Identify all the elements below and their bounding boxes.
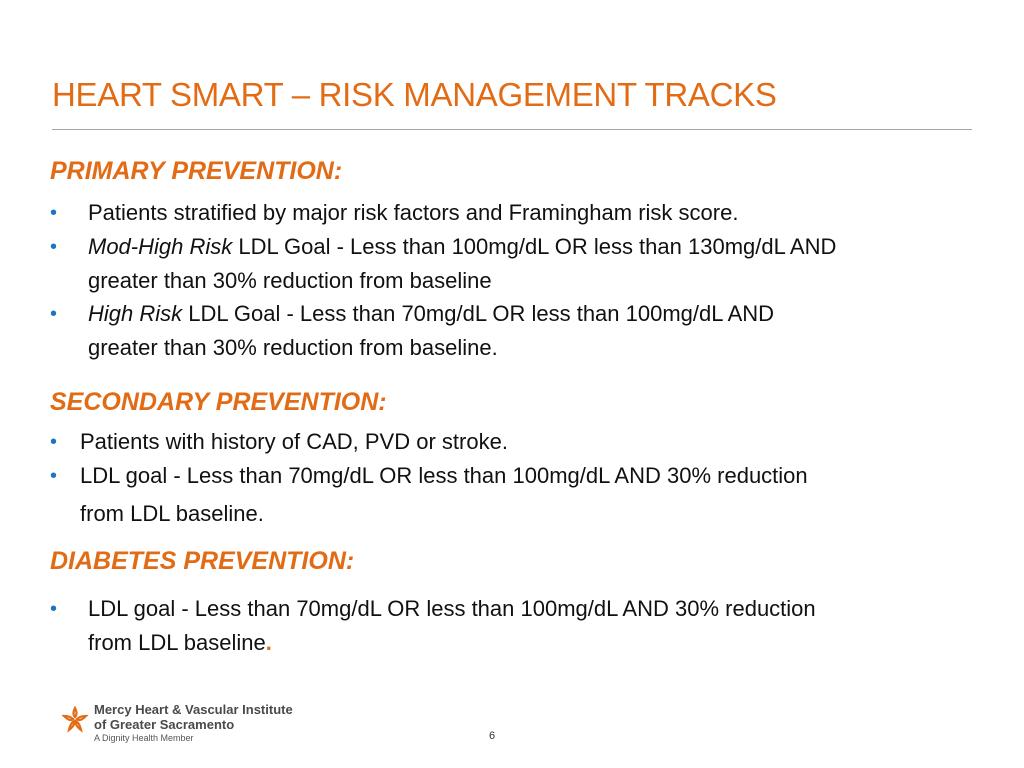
bullet-icon: • bbox=[50, 465, 58, 487]
list-item bbox=[50, 425, 508, 459]
slide-title: HEART SMART – RISK MANAGEMENT TRACKS bbox=[52, 76, 777, 113]
risk-level-label: High Risk bbox=[88, 301, 183, 326]
section-heading-secondary: SECONDARY PREVENTION: bbox=[50, 388, 387, 416]
organization-logo bbox=[60, 700, 320, 746]
bullet-text: Patients with history of CAD, PVD or stroke. bbox=[80, 429, 508, 454]
list-item bbox=[50, 230, 837, 298]
section-heading-diabetes: DIABETES PREVENTION: bbox=[50, 547, 355, 575]
star-logo-icon bbox=[60, 704, 90, 734]
trailing-period: . bbox=[265, 630, 272, 655]
bullet-icon: • bbox=[50, 598, 58, 620]
section-heading-primary: PRIMARY PREVENTION: bbox=[50, 157, 343, 185]
bullet-icon: • bbox=[50, 236, 58, 258]
bullet-text-continued: greater than 30% reduction from baseline. bbox=[88, 335, 498, 360]
bullet-text: LDL Goal - Less than 100mg/dL OR less than 130mg/dL AND bbox=[232, 234, 837, 259]
logo-name-line2: of Greater Sacramento bbox=[94, 717, 235, 732]
logo-name-line1: Mercy Heart & Vascular Institute bbox=[94, 702, 293, 717]
page-number: 6 bbox=[489, 730, 496, 742]
list-item bbox=[50, 592, 816, 660]
logo-tagline: A Dignity Health Member bbox=[94, 733, 194, 743]
bullet-icon: • bbox=[50, 202, 58, 224]
bullet-text-continued: from LDL baseline bbox=[88, 630, 266, 655]
bullet-text-continued: from LDL baseline. bbox=[80, 501, 264, 526]
risk-level-label: Mod-High Risk bbox=[88, 234, 233, 259]
list-item bbox=[50, 459, 808, 531]
title-divider bbox=[52, 129, 972, 130]
bullet-text: LDL goal - Less than 70mg/dL OR less than 100mg/dL AND 30% reduction bbox=[88, 596, 816, 621]
list-item bbox=[50, 297, 775, 365]
bullet-text-continued: greater than 30% reduction from baseline bbox=[88, 268, 492, 293]
bullet-icon: • bbox=[50, 431, 58, 453]
bullet-text: LDL Goal - Less than 70mg/dL OR less than 100mg/dL AND bbox=[182, 301, 775, 326]
bullet-text: Patients stratified by major risk factors and Framingham risk score. bbox=[88, 200, 739, 225]
bullet-icon: • bbox=[50, 303, 58, 325]
bullet-text: LDL goal - Less than 70mg/dL OR less than 100mg/dL AND 30% reduction bbox=[80, 463, 808, 488]
list-item bbox=[50, 196, 739, 230]
